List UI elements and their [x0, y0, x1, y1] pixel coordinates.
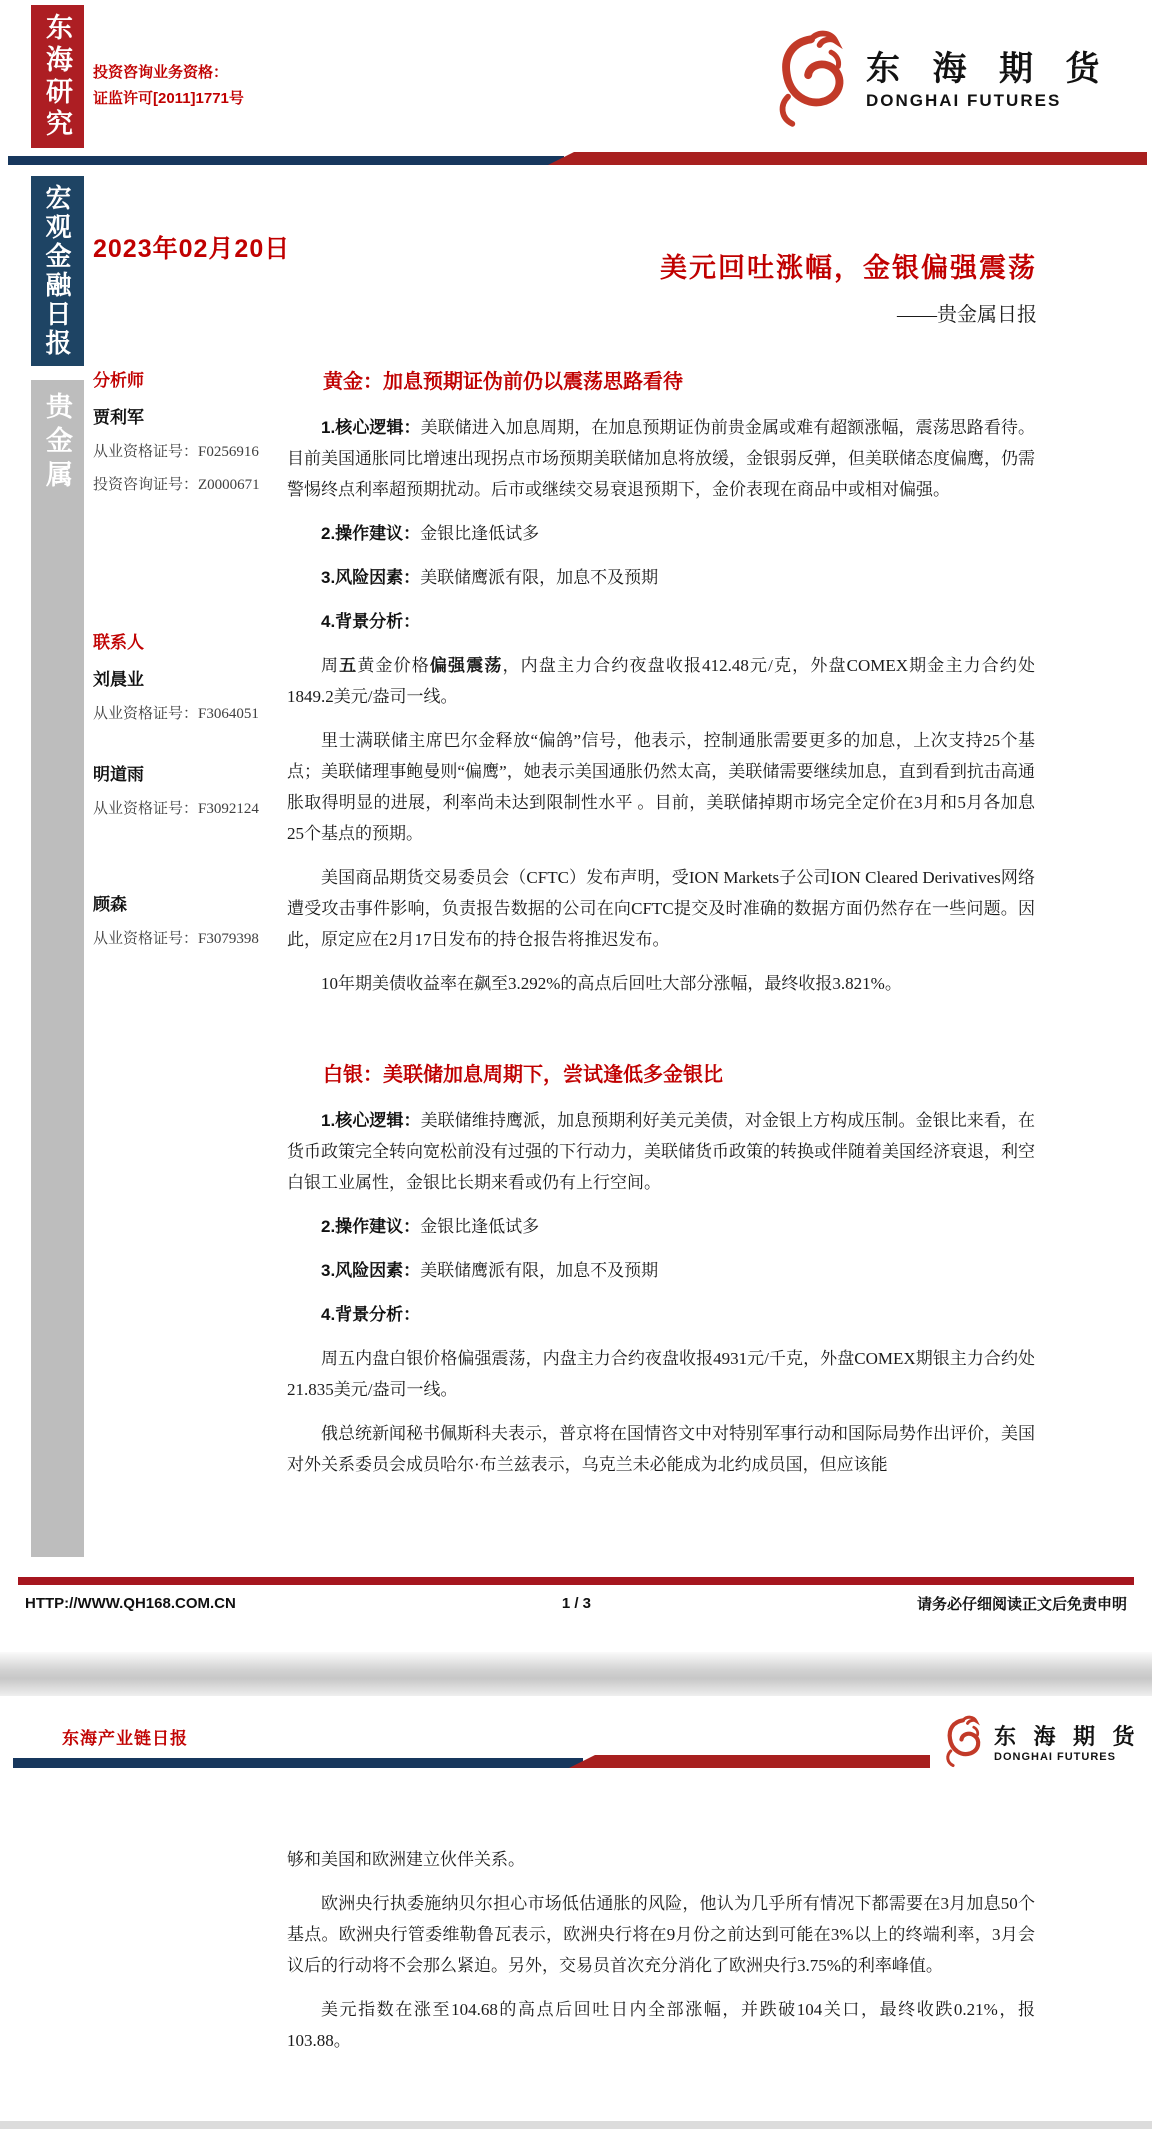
footer-disclaimer: 请务必仔细阅读正文后免责申明: [916, 1596, 1127, 1613]
analyst-block: [93, 366, 289, 502]
report-body: [287, 368, 1035, 1493]
gold-core-logic: 1.核心逻辑：美联储进入加息周期，在加息预期证伪前贵金属或难有超额涨幅，震荡思路看待。目前美国通胀同比增速出现拐点市场预期美联储加息将放缓，金银弱反弹，但美联储态度偏鹰，仍需警惕终点利率超预期扰动。后市或继续交易衰退预期下，金价表现在商品中或相对偏强。: [287, 418, 1035, 499]
page2-logo-english-text: DONGHAI FUTURES: [994, 1750, 1116, 1763]
analyst-cert-1: 从业资格证号：F0256916: [93, 444, 259, 460]
license-line-1: 投资咨询业务资格：: [93, 64, 229, 81]
silver-background-para-1: 周五内盘白银价格偏强震荡，内盘主力合约夜盘收报4931元/千克，外盘COMEX期银主力合约处21.835美元/盎司一线。: [287, 1349, 1035, 1399]
gold-advice: 2.操作建议：金银比逢低试多: [321, 524, 540, 543]
gold-background-para-2: 里士满联储主席巴尔金释放“偏鸽”信号，他表示，控制通胀需要更多的加息，上次支持25个基点；美联储理事鲍曼则“偏鹰”，她表示美国通胀仍然太高，美联储需要继续加息，直到看到抗击高通胀取得明显的进展，利率尚未达到限制性水平 。目前，美联储掉期市场完全定价在3月和5月各加息25个基点的预期。: [287, 731, 1035, 843]
contact-block-1: [93, 628, 289, 731]
gold-background-para-1: 周五黄金价格偏强震荡，内盘主力合约夜盘收报412.48元/克，外盘COMEX期金主力合约处1849.2美元/盎司一线。: [287, 656, 1036, 706]
silver-background-para-2: 俄总统新闻秘书佩斯科夫表示，普京将在国情咨文中对特别军事行动和国际局势作出评价，美国对外关系委员会成员哈尔·布兰兹表示，乌克兰未必能成为北约成员国，但应该能: [287, 1424, 1035, 1474]
report-title: 美元回吐涨幅，金银偏强震荡: [660, 253, 1037, 283]
contact-label: 联系人: [93, 633, 144, 652]
donghai-logo: [768, 26, 1112, 135]
footer-divider-bar: [18, 1577, 1134, 1585]
gold-risk: 3.风险因素：美联储鹰派有限，加息不及预期: [321, 568, 659, 587]
page2-header-title: 东海产业链日报: [62, 1729, 188, 1748]
divider-blue-segment: [8, 156, 564, 165]
gold-background-para-3: 美国商品期货交易委员会（CFTC）发布声明，受ION Markets子公司ION Cleared Derivatives网络遭受攻击事件影响，负责报告数据的公司在向CFTC提交及时准确的数据方面仍然存在一些问题。因此，原定应在2月17日发布的持仓报告将推迟发布。: [287, 868, 1035, 949]
footer-page-number: 1 / 3: [561, 1595, 591, 1612]
gold-background-label: 4.背景分析：: [321, 612, 421, 631]
contact-cert-2: 从业资格证号：F3092124: [93, 801, 259, 817]
contact-block-2: [93, 760, 289, 826]
divider-red-segment: [548, 152, 1147, 165]
gold-background-para-4: 10年期美债收益率在飙至3.292%的高点后回吐大部分涨幅，最终收报3.821%。: [321, 974, 902, 993]
contact-block-3: [93, 890, 289, 956]
page-separator: [0, 1652, 1152, 1696]
page2-divider-blue-segment: [13, 1758, 583, 1768]
silver-section-heading: 白银：美联储加息周期下，尝试逢低多金银比: [323, 1064, 723, 1086]
dragon-icon: [768, 26, 854, 135]
research-brand-box: 东海研究: [31, 5, 84, 148]
bottom-page-edge: [0, 2121, 1152, 2129]
contact-name-3: 顾森: [93, 895, 127, 914]
page2-donghai-logo: [940, 1712, 1141, 1775]
contact-name-1: 刘晨业: [93, 670, 144, 689]
header-divider-bar: [8, 152, 1147, 166]
license-text: [93, 60, 244, 112]
footer-url[interactable]: HTTP://WWW.QH168.COM.CN: [25, 1595, 236, 1612]
gold-section-heading: 黄金：加息预期证伪前仍以震荡思路看待: [323, 371, 683, 393]
silver-background-label: 4.背景分析：: [321, 1305, 421, 1324]
logo-english-text: DONGHAI FUTURES: [866, 90, 1062, 110]
analyst-cert-2: 投资咨询证号：Z0000671: [93, 477, 260, 493]
analyst-label: 分析师: [93, 371, 144, 390]
page2-divider-bar: [13, 1755, 930, 1769]
logo-chinese-text: 东 海 期 货: [866, 51, 1112, 89]
page2-para-3: 美元指数在涨至104.68的高点后回吐日内全部涨幅，并跌破104关口，最终收跌0.21%，报103.88。: [287, 2000, 1035, 2050]
silver-section: [287, 1061, 1035, 1480]
report-type-box: 宏观金融日报: [31, 176, 84, 366]
silver-advice: 2.操作建议：金银比逢低试多: [321, 1217, 540, 1236]
page2-body: [287, 1844, 1035, 2069]
silver-core-logic: 1.核心逻辑：美联储维持鹰派，加息预期利好美元美债，对金银上方构成压制。金银比来看，在货币政策完全转向宽松前没有过强的下行动力，美联储货币政策的转换或伴随着美国经济衰退，利空白银工业属性，金银比长期来看或仍有上行空间。: [287, 1111, 1035, 1192]
page2-dragon-icon: [940, 1712, 986, 1775]
gold-section: [287, 368, 1035, 999]
silver-risk: 3.风险因素：美联储鹰派有限，加息不及预期: [321, 1261, 659, 1280]
page2-para-2: 欧洲央行执委施纳贝尔担心市场低估通胀的风险，他认为几乎所有情况下都需要在3月加息50个基点。欧洲央行管委维勒鲁瓦表示，欧洲央行将在9月份之前达到可能在3%以上的终端利率，3月会议后的行动将不会那么紧迫。另外，交易员首次充分消化了欧洲央行3.75%的利率峰值。: [287, 1894, 1035, 1975]
report-date: 2023年02月20日: [93, 235, 291, 263]
contact-name-2: 明道雨: [93, 765, 144, 784]
page2-divider-red-segment: [569, 1755, 930, 1768]
license-line-2: 证监许可[2011]1771号: [93, 90, 244, 107]
analyst-name: 贾利军: [93, 408, 144, 427]
contact-cert-3: 从业资格证号：F3079398: [93, 931, 259, 947]
report-subtitle: ——贵金属日报: [897, 304, 1037, 326]
page2-logo-chinese-text: 东 海 期 货: [994, 1724, 1141, 1750]
contact-cert-1: 从业资格证号：F3064051: [93, 706, 259, 722]
topic-box: 贵金属: [31, 380, 84, 1557]
footer: [0, 1593, 1152, 1614]
page2-para-1: 够和美国和欧洲建立伙伴关系。: [287, 1850, 525, 1869]
